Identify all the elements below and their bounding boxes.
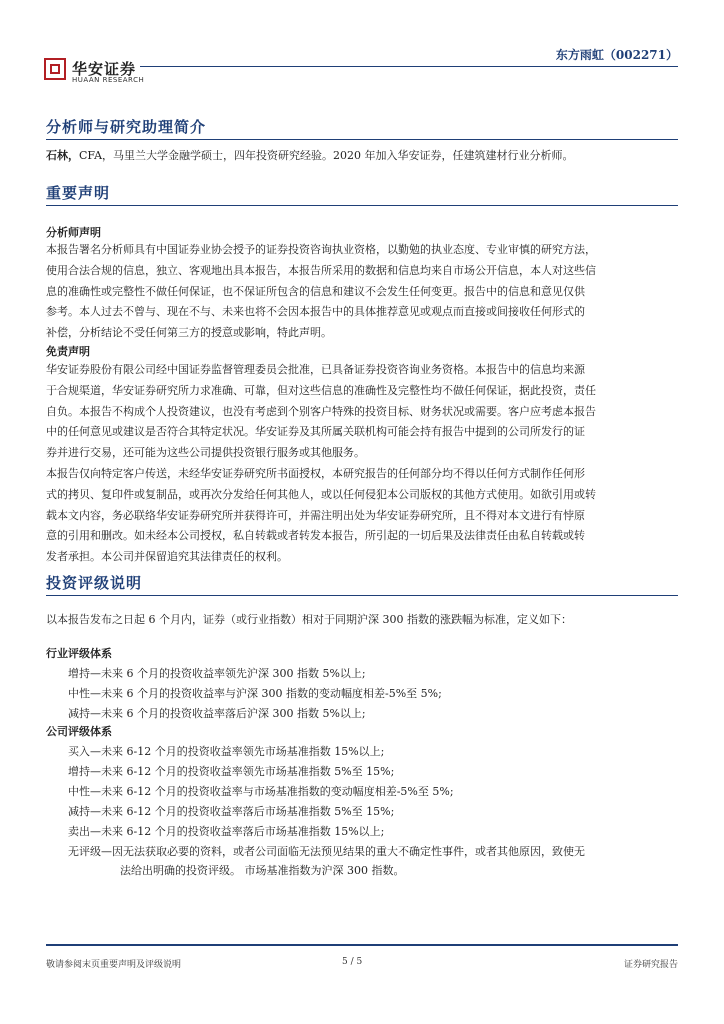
page-number: 5 / 5 [342, 957, 363, 967]
statement-line: 参考。本人过去不曾与、现在不与、未来也将不会因本报告中的具体推荐意见或观点而直接或间接收任何形式的 [46, 305, 585, 319]
industry-rating-item: 增持—未来 6 个月的投资收益率领先沪深 300 指数 5%以上; [68, 667, 366, 680]
footer-divider [46, 944, 678, 946]
statement-line: 息的准确性或完整性不做任何保证，也不保证所包含的信息和建议不会发生任何变更。报告中的信息和意见仅供 [46, 284, 585, 298]
exemption-line: 载本文内容，务必联络华安证券研究所并获得许可，并需注明出处为华安证券研究所，且不得对本文进行有悖原 [46, 508, 585, 522]
logo-text: 华安证券 [72, 60, 137, 78]
exemption-line: 意的引用和删改。如未经本公司授权，私自转载或者转发本报告，所引起的一切后果及法律责任由私自转载或转 [46, 529, 585, 543]
disclaimer-section-title: 重要声明 [46, 184, 111, 202]
page-header [0, 0, 724, 90]
rating-intro: 以本报告发布之日起 6 个月内，证券（或行业指数）相对于同期沪深 300 指数的涨跌幅为标准，定义如下： [46, 613, 572, 626]
disclaimer-title-divider [46, 205, 678, 206]
rating-title-divider [46, 595, 678, 596]
exemption-line: 中的任何意见或建议是否符合其特定状况。华安证券及其所属关联机构可能会持有报告中提到的公司所发行的证 [46, 425, 585, 439]
huaan-logo-icon [44, 58, 66, 80]
rating-section-title: 投资评级说明 [46, 574, 143, 592]
footer-notice: 敬请参阅末页重要声明及评级说明 [46, 960, 182, 970]
exemption-line: 券并进行交易，还可能为这些公司提供投资银行服务或其他服务。 [46, 446, 365, 460]
industry-rating-title: 行业评级体系 [46, 647, 112, 660]
footer-report-type: 证券研究报告 [623, 960, 678, 970]
exemption-line: 式的拷贝、复印件或复制品，或再次分发给任何其他人，或以任何侵犯本公司版权的其他方式使用。如欲引用或转 [46, 487, 596, 501]
analyst-bio-text: CFA，马里兰大学金融学硕士，四年投资研究经验。2020 年加入华安证券，任建筑建材行业分析师。 [79, 149, 574, 162]
statement-line: 本报告署名分析师具有中国证券业协会授予的证券投资咨询执业资格，以勤勉的执业态度、专业审慎的研究方法， [46, 243, 596, 256]
company-ticker: 东方雨虹（002271） [555, 48, 678, 62]
company-rating-item: 法给出明确的投资评级。 市场基准指数为沪深 300 指数。 [120, 864, 405, 877]
analyst-title-divider [46, 139, 678, 140]
statement-line: 使用合法合规的信息，独立、客观地出具本报告，本报告所采用的数据和信息均来自市场公开信息，本人对这些信 [46, 263, 596, 277]
company-rating-item: 增持—未来 6-12 个月的投资收益率领先市场基准指数 5%至 15%; [68, 765, 395, 778]
exemption-line: 本报告仅向特定客户传送，未经华安证券研究所书面授权，本研究报告的任何部分均不得以任何方式制作任何形 [46, 466, 585, 480]
industry-rating-item: 中性—未来 6 个月的投资收益率与沪深 300 指数的变动幅度相差-5%至 5%; [68, 687, 442, 700]
exemption-line: 发者承担。本公司并保留追究其法律责任的权利。 [46, 550, 288, 564]
company-rating-item: 买入—未来 6-12 个月的投资收益率领先市场基准指数 15%以上; [68, 745, 385, 758]
company-rating-item: 中性—未来 6-12 个月的投资收益率与市场基准指数的变动幅度相差-5%至 5%; [68, 785, 454, 798]
exemption-line: 华安证券股份有限公司经中国证券监督管理委员会批准，已具备证券投资咨询业务资格。本报告中的信息均来源 [46, 363, 585, 376]
exemption-line: 于合规渠道，华安证券研究所力求准确、可靠，但对这些信息的准确性及完整性均不做任何保证，据此投资，责任 [46, 383, 596, 397]
industry-rating-item: 减持—未来 6 个月的投资收益率落后沪深 300 指数 5%以上; [68, 707, 366, 720]
analyst-bio [46, 146, 676, 167]
analyst-statement-title: 分析师声明 [46, 226, 101, 239]
company-rating-title: 公司评级体系 [46, 725, 112, 738]
exemption-body [46, 360, 676, 568]
exemption-title: 免责声明 [46, 345, 90, 358]
analyst-section-title: 分析师与研究助理简介 [46, 118, 207, 136]
logo-subtext: HUAAN RESEARCH [72, 76, 145, 84]
company-rating-item: 无评级—因无法获取必要的资料，或者公司面临无法预见结果的重大不确定性事件，或者其他原因，致使无 [68, 845, 585, 858]
header-divider [140, 66, 678, 67]
statement-line: 补偿，分析结论不受任何第三方的授意或影响，特此声明。 [46, 326, 332, 340]
company-rating-item: 减持—未来 6-12 个月的投资收益率落后市场基准指数 5%至 15%; [68, 805, 395, 818]
analyst-statement-body [46, 240, 676, 344]
exemption-line: 自负。本报告不构成个人投资建议，也没有考虑到个别客户特殊的投资目标、财务状况或需要。客户应考虑本报告 [46, 404, 596, 418]
company-rating-item: 卖出—未来 6-12 个月的投资收益率落后市场基准指数 15%以上; [68, 825, 385, 838]
analyst-name: 石林， [46, 149, 79, 162]
